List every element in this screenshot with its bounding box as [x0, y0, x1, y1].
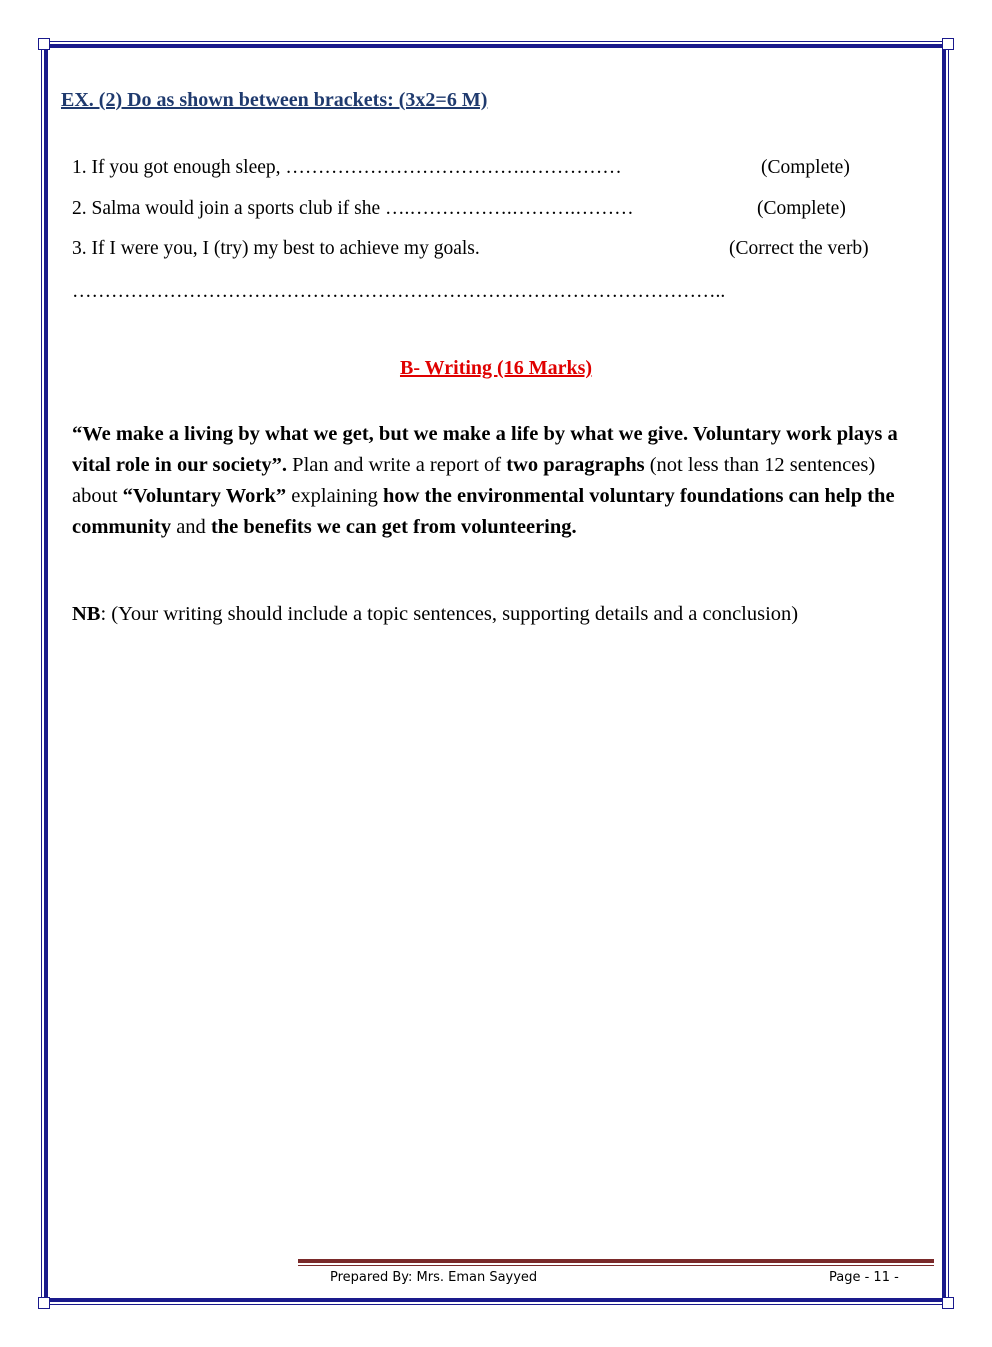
prompt-bold: how the environmental voluntary foundations can help the community [72, 485, 895, 538]
note-label: NB [72, 603, 101, 625]
exercise-item-1-hint: (Complete) [761, 157, 850, 178]
exercise-item-2-hint: (Complete) [757, 198, 846, 219]
answer-line: ……………………………………………………………………………………….. [72, 281, 726, 302]
prompt-text: (not less than 12 sentences) about [72, 454, 876, 507]
exercise-title: EX. (2) Do as shown between brackets: (3x2=6 M) [61, 89, 488, 111]
writing-prompt [72, 419, 912, 543]
prompt-bold: “Voluntary Work” [122, 485, 287, 507]
exercise-item-2: 2. Salma would join a sports club if she ….…………….……….……… [72, 198, 634, 219]
footer-rule [298, 1259, 934, 1263]
prompt-bold: the benefits we can get from volunteering. [210, 516, 577, 538]
writing-note [72, 603, 798, 626]
prompt-text: Plan and write a report of [287, 454, 507, 476]
writing-section-title: B- Writing (16 Marks) [399, 357, 593, 379]
prompt-bold: two paragraphs [506, 454, 645, 476]
footer-rule-thin [298, 1265, 934, 1266]
prompt-text: explaining [286, 485, 383, 507]
exercise-item-3: 3. If I were you, I (try) my best to achieve my goals. [72, 238, 480, 259]
footer-author: Prepared By: Mrs. Eman Sayyed [330, 1270, 538, 1285]
exercise-item-3-hint: (Correct the verb) [729, 238, 869, 259]
exercise-item-1: 1. If you got enough sleep, ……………………………….…………… [72, 157, 622, 178]
footer-page-number: Page - 11 - [829, 1270, 899, 1285]
writing-quote: “We make a living by what we get, but we make a life by what we give. Voluntary work plays a vital role in our society”. [72, 423, 898, 476]
prompt-text: and [171, 516, 211, 538]
note-text: : (Your writing should include a topic sentences, supporting details and a conclusion) [100, 603, 799, 625]
